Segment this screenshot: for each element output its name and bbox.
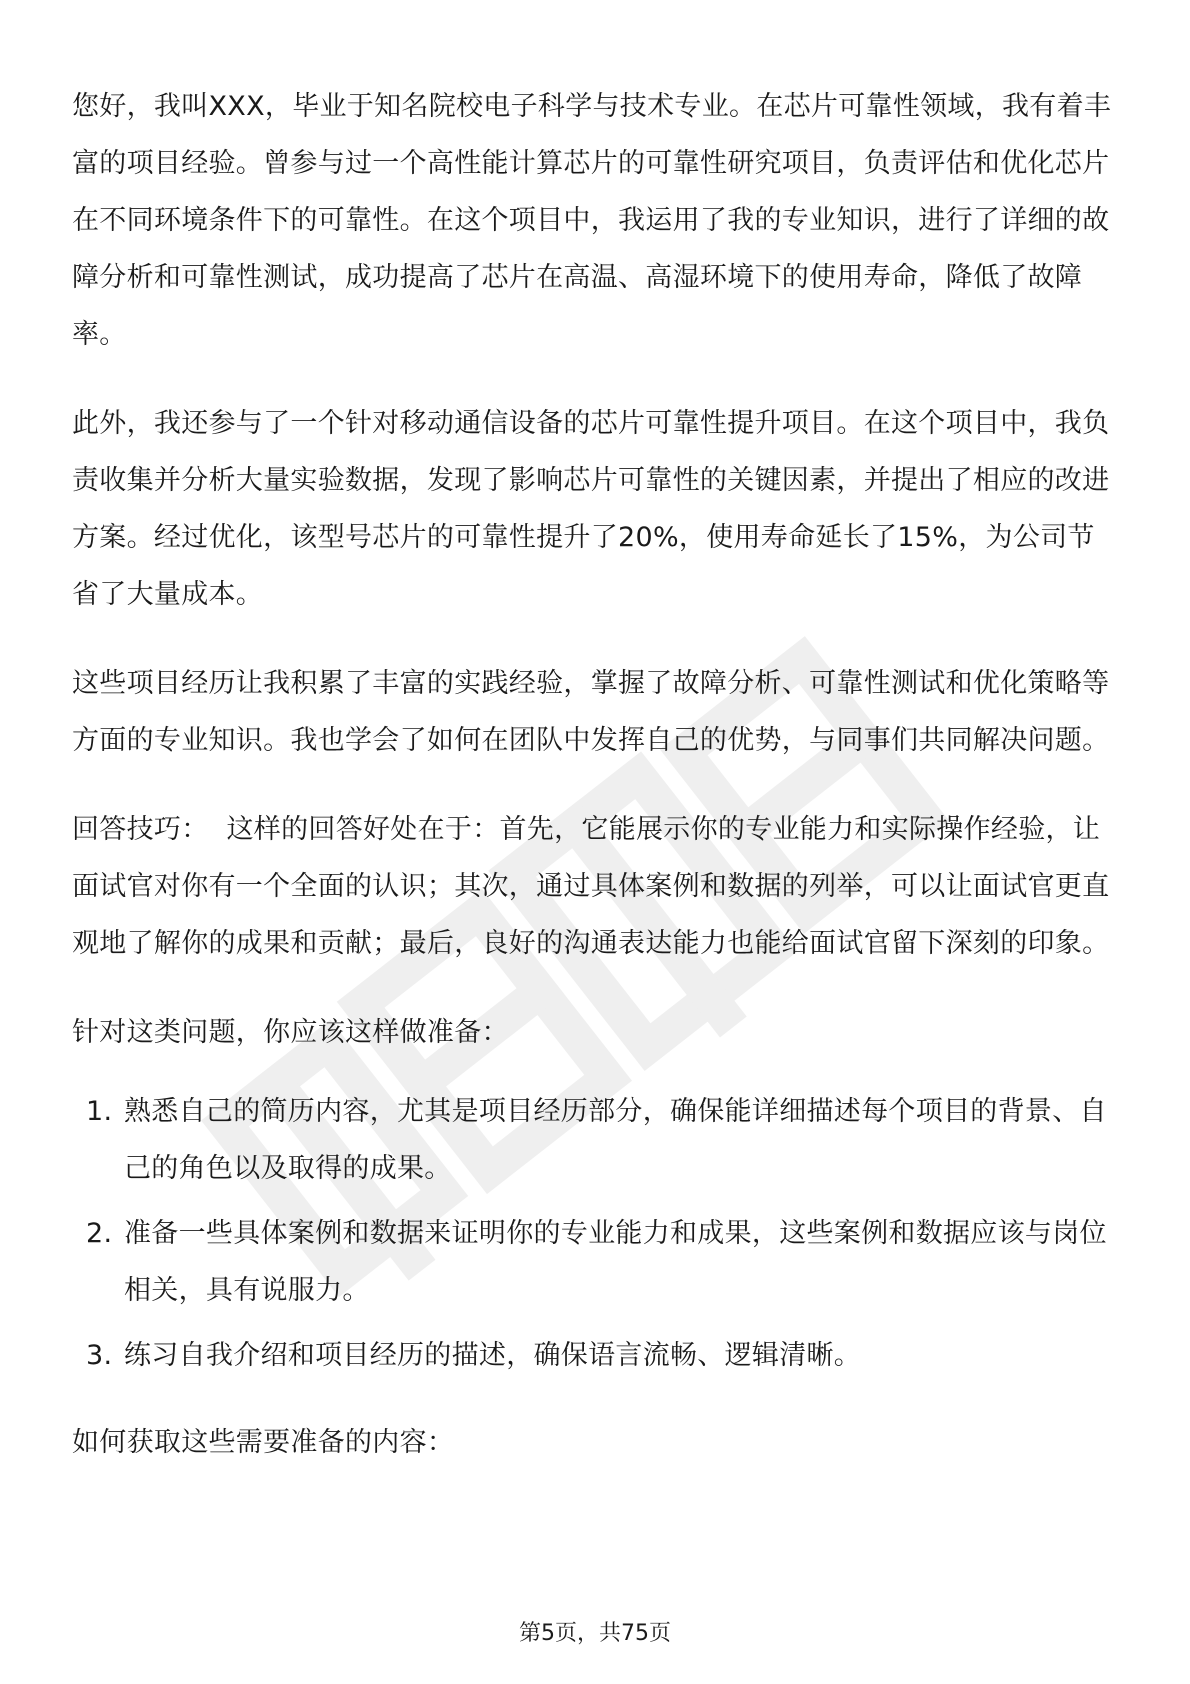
list-item: [72, 1327, 1122, 1384]
list-item: [72, 1083, 1122, 1197]
list-item-text: 准备一些具体案例和数据来证明你的专业能力和成果，这些案例和数据应该与岗位相关，具有说服力。: [124, 1218, 1107, 1306]
paragraph-tips: [72, 801, 1122, 972]
tips-label: 回答技巧：: [72, 814, 209, 845]
paragraph-summary: 这些项目经历让我积累了丰富的实践经验，掌握了故障分析、可靠性测试和优化策略等方面的专业知识。我也学会了如何在团队中发挥自己的优势，与同事们共同解决问题。: [72, 668, 1110, 756]
paragraph-project2: 此外，我还参与了一个针对移动通信设备的芯片可靠性提升项目。在这个项目中，我负责收集并分析大量实验数据，发现了影响芯片可靠性的关键因素，并提出了相应的改进方案。经过优化，该型号芯片的可靠性提升了20%，使用寿命延长了15%，为公司节省了大量成本。: [72, 408, 1110, 610]
page-number-footer: 第5页，共75页: [519, 1621, 671, 1646]
tips-text: 这样的回答好处在于：首先，它能展示你的专业能力和实际操作经验，让面试官对你有一个全面的认识；其次，通过具体案例和数据的列举，可以让面试官更直观地了解你的成果和贡献；最后，良好的沟通表达能力也能给面试官留下深刻的印象。: [72, 814, 1110, 959]
prep-list: [72, 1083, 1122, 1384]
prep-heading: 针对这类问题，你应该这样做准备：: [72, 1017, 509, 1048]
list-item-text: 熟悉自己的简历内容，尤其是项目经历部分，确保能详细描述每个项目的背景、自己的角色以及取得的成果。: [124, 1096, 1107, 1184]
list-item: [72, 1205, 1122, 1319]
howto-heading: 如何获取这些需要准备的内容：: [72, 1427, 455, 1458]
list-item-number: 3.: [86, 1340, 113, 1371]
document-body: [72, 78, 1122, 1503]
paragraph-intro: 您好，我叫XXX，毕业于知名院校电子科学与技术专业。在芯片可靠性领域，我有着丰富的项目经验。曾参与过一个高性能计算芯片的可靠性研究项目，负责评估和优化芯片在不同环境条件下的可靠性。在这个项目中，我运用了我的专业知识，进行了详细的故障分析和可靠性测试，成功提高了芯片在高温、高湿环境下的使用寿命，降低了故障率。: [72, 91, 1112, 350]
list-item-number: 1.: [86, 1096, 113, 1127]
list-item-number: 2.: [86, 1218, 113, 1249]
list-item-text: 练习自我介绍和项目经历的描述，确保语言流畅、逻辑清晰。: [124, 1340, 862, 1371]
